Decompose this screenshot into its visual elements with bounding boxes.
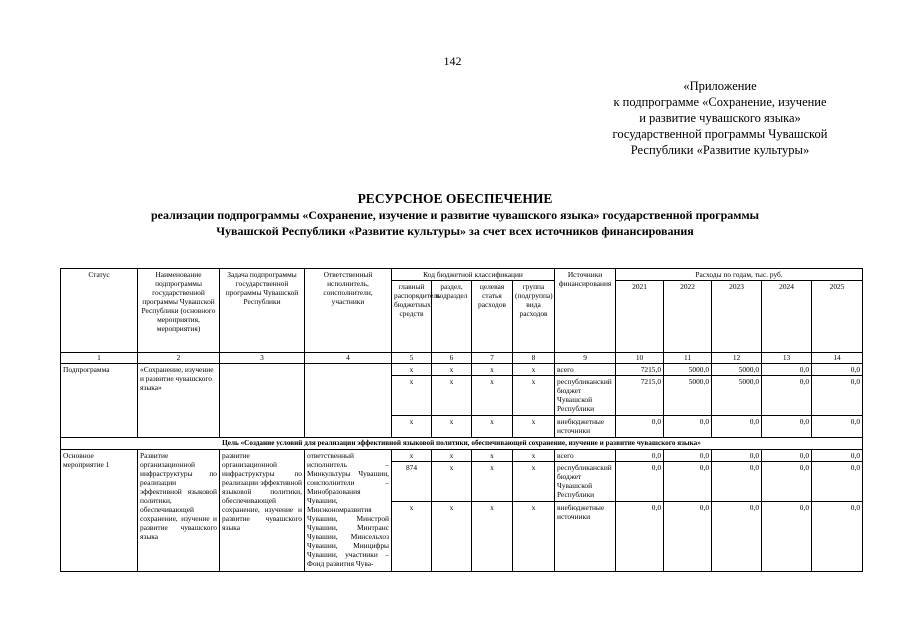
code-cell: x xyxy=(392,376,432,416)
column-number: 2 xyxy=(138,353,220,364)
value-cell: 5000,0 xyxy=(712,376,762,416)
code-cell: x xyxy=(432,462,472,502)
code-cell: x xyxy=(513,450,555,462)
code-cell: x xyxy=(472,364,513,376)
value-cell: 0,0 xyxy=(812,502,863,572)
code-cell: x xyxy=(472,502,513,572)
header-code-main-manager: главный распорядитель бюджетных средств xyxy=(392,281,432,353)
value-cell: 0,0 xyxy=(812,450,863,462)
code-cell: x xyxy=(472,376,513,416)
code-cell: x xyxy=(432,502,472,572)
value-cell: 0,0 xyxy=(812,376,863,416)
header-code-target-item: целевая статья расходов xyxy=(472,281,513,353)
value-cell: 0,0 xyxy=(712,502,762,572)
header-task: Задача подпрограммы государственной программы Чувашской Республики xyxy=(220,269,305,353)
code-cell: x xyxy=(472,450,513,462)
subprogram-name: «Сохранение, изучение и развитие чувашского языка» xyxy=(138,364,220,438)
value-cell: 5000,0 xyxy=(664,364,712,376)
value-cell: 0,0 xyxy=(812,462,863,502)
value-cell: 0,0 xyxy=(712,450,762,462)
code-cell: x xyxy=(392,450,432,462)
value-cell: 0,0 xyxy=(812,416,863,438)
code-cell: x xyxy=(513,364,555,376)
value-cell: 7215,0 xyxy=(616,364,664,376)
header-code-expense-group: группа (подгруппа) вида расходов xyxy=(513,281,555,353)
resource-table xyxy=(60,268,863,572)
value-cell: 0,0 xyxy=(616,450,664,462)
value-cell: 0,0 xyxy=(616,462,664,502)
value-cell: 0,0 xyxy=(762,502,812,572)
source-cell: республиканский бюджет Чувашской Республики xyxy=(555,376,616,416)
source-cell: республиканский бюджет Чувашской Республики xyxy=(555,462,616,502)
title-line-1: РЕСУРСНОЕ ОБЕСПЕЧЕНИЕ xyxy=(357,191,553,206)
appendix-line: и развитие чувашского языка» xyxy=(639,111,801,125)
code-cell: x xyxy=(513,416,555,438)
main-event-name: Развитие организационной инфраструктуры по реализации эффективной языковой политики, обеспечивающей сохранение, изучение и развитие чувашского языка xyxy=(138,450,220,572)
header-name: Наименование подпрограммы государственной программы Чувашской Республики (основного мероприятия, мероприятия) xyxy=(138,269,220,353)
code-cell: x xyxy=(472,462,513,502)
code-cell: x xyxy=(392,502,432,572)
header-row-1 xyxy=(61,269,863,281)
column-number: 4 xyxy=(305,353,392,364)
subprogram-status: Подпрограмма xyxy=(61,364,138,438)
appendix-line: к подпрограмме «Сохранение, изучение xyxy=(613,95,827,109)
goal-text: Цель «Создание условий для реализации эффективной языковой политики, обеспечивающей сохранение, изучение и развитие чувашского языка» xyxy=(61,438,863,450)
column-number: 11 xyxy=(664,353,712,364)
value-cell: 5000,0 xyxy=(664,376,712,416)
main-event-status: Основное мероприятие 1 xyxy=(61,450,138,572)
value-cell: 0,0 xyxy=(616,416,664,438)
source-cell: внебюджетные источники xyxy=(555,502,616,572)
value-cell: 0,0 xyxy=(664,502,712,572)
value-cell: 0,0 xyxy=(664,416,712,438)
header-year: 2021 xyxy=(616,281,664,353)
appendix-note xyxy=(560,78,880,158)
value-cell: 0,0 xyxy=(616,502,664,572)
code-cell: x xyxy=(472,416,513,438)
value-cell: 7215,0 xyxy=(616,376,664,416)
column-number: 6 xyxy=(432,353,472,364)
document-title xyxy=(60,190,850,239)
value-cell: 0,0 xyxy=(712,416,762,438)
header-year: 2022 xyxy=(664,281,712,353)
value-cell: 0,0 xyxy=(762,462,812,502)
column-number: 5 xyxy=(392,353,432,364)
subprogram-responsible xyxy=(305,364,392,438)
header-year: 2025 xyxy=(812,281,863,353)
header-year: 2024 xyxy=(762,281,812,353)
code-cell: x xyxy=(513,462,555,502)
header-year: 2023 xyxy=(712,281,762,353)
column-number: 14 xyxy=(812,353,863,364)
subprogram-task xyxy=(220,364,305,438)
main-event-task: развитие организационной инфраструктуры по реализации эффективной языковой политики, обеспечивающей сохранение, изучение и развитие чувашского языка xyxy=(220,450,305,572)
column-number-row xyxy=(61,353,863,364)
code-cell: x xyxy=(432,364,472,376)
value-cell: 0,0 xyxy=(762,450,812,462)
appendix-line: Республики «Развитие культуры» xyxy=(630,143,810,157)
header-budget-code: Код бюджетной классификации xyxy=(392,269,555,281)
source-cell: внебюджетные источники xyxy=(555,416,616,438)
code-cell: x xyxy=(432,416,472,438)
column-number: 1 xyxy=(61,353,138,364)
value-cell: 0,0 xyxy=(664,450,712,462)
header-sources: Источники финансирования xyxy=(555,269,616,353)
code-cell: x xyxy=(432,450,472,462)
value-cell: 0,0 xyxy=(762,416,812,438)
title-line-2: реализации подпрограммы «Сохранение, изучение и развитие чувашского языка» государственной программы xyxy=(150,208,760,222)
title-line-3: Чувашской Республики «Развитие культуры» за счет всех источников финансирования xyxy=(216,224,694,238)
header-responsible: Ответственный исполнитель, соисполнители, участники xyxy=(305,269,392,353)
source-cell: всего xyxy=(555,364,616,376)
page-number: 142 xyxy=(443,54,462,68)
column-number: 3 xyxy=(220,353,305,364)
header-status: Статус xyxy=(61,269,138,353)
code-cell: x xyxy=(432,376,472,416)
code-cell: x xyxy=(392,416,432,438)
value-cell: 0,0 xyxy=(812,364,863,376)
value-cell: 0,0 xyxy=(664,462,712,502)
value-cell: 0,0 xyxy=(712,462,762,502)
appendix-line: «Приложение xyxy=(683,79,757,93)
code-cell: x xyxy=(513,502,555,572)
table-row xyxy=(61,364,863,376)
value-cell: 0,0 xyxy=(762,376,812,416)
code-cell: 874 xyxy=(392,462,432,502)
value-cell: 0,0 xyxy=(762,364,812,376)
appendix-line: государственной программы Чувашской xyxy=(612,127,828,141)
column-number: 9 xyxy=(555,353,616,364)
column-number: 7 xyxy=(472,353,513,364)
column-number: 8 xyxy=(513,353,555,364)
value-cell: 5000,0 xyxy=(712,364,762,376)
table-row xyxy=(61,450,863,462)
header-expenses: Расходы по годам, тыс. руб. xyxy=(616,269,863,281)
source-cell: всего xyxy=(555,450,616,462)
code-cell: x xyxy=(392,364,432,376)
main-event-responsible: ответственный исполнитель – Минкультуры Чувашии, соисполнители – Минобразования Чувашии, Минэкономразвития Чувашии, Минстрой Чувашии, Минтранс Чувашии, Минсельхоз Чувашии, Минцифры Чувашии, участники – Фонд развития Чува- xyxy=(305,450,392,572)
column-number: 12 xyxy=(712,353,762,364)
code-cell: x xyxy=(513,376,555,416)
header-code-section: раздел, подраздел xyxy=(432,281,472,353)
column-number: 13 xyxy=(762,353,812,364)
goal-row xyxy=(61,438,863,450)
column-number: 10 xyxy=(616,353,664,364)
